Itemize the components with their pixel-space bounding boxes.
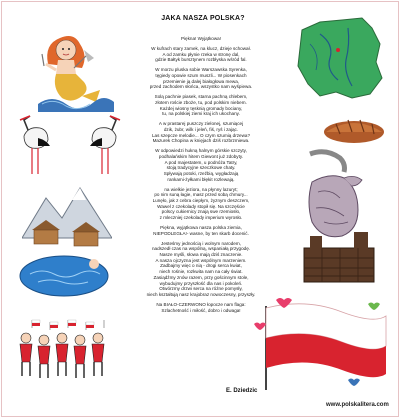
bread-illustration [322,114,386,144]
poem-line: Las szepcze melodie... O czym szumią drzewa? [151,132,251,138]
polish-flag-illustration [246,294,390,394]
poem-stanza [108,67,294,90]
poem-stanza [108,225,294,236]
website-link[interactable]: www.polskalitera.com [326,402,389,408]
poem-line: W morzu pluska sobie Warszawska Syrenka, [155,67,247,73]
poem-line: Każdej wiosny tęsknią gromady bociany, [159,105,243,111]
poem-stanza [108,121,294,144]
poem-line: niech kształtują nasz krajobraz nowoczesny, przyszły. [146,291,256,297]
poem-line: NIEPODLEGŁA!- wasne, by ten skarb docenić. [153,230,249,236]
mermaid-illustration [38,24,114,112]
poem-line: tu, na polskiej ziemi kraj ich ukochany. [162,111,240,117]
poem-line: przed zachodem słońca, wszystko nam wyśpiewa. [149,84,253,90]
poem-line: Jesteśmy jednością i wolnym narodem, [161,240,241,246]
poem-line: rankami-żyłkami błękit rozlewają. [167,176,235,182]
poem-line: gdzie Bałtyk bursztynem rozbłyska wśród fal. [155,57,247,63]
mountain-huts-illustration [22,178,112,250]
poem-line: Nasze myśli, słowa mają dziś znaczenie. [159,252,243,257]
author-signature: E. Dziedzic [226,388,258,394]
poem-stanza [108,46,294,63]
children-with-flags-illustration [14,318,114,382]
poland-map-illustration [290,14,388,102]
poem-line: Otwórzmy drzwi serca na różne pomysły, [159,286,243,292]
poem-line: tęgiedy opowie szum muszli... W piosenkach [155,72,247,78]
poem-stanza [108,36,294,42]
poem-line: Szlachetność i miłość, dobro i odwaga! [161,307,241,313]
poem-line: Zasiądźmy znów razem, przy gościnnym stole, [153,274,249,280]
poem-stanza [108,94,294,117]
poem-line: A w prastarej puszczy zielonej, szumiącej [158,121,244,127]
poem-line: niech rośnie, rozkwita nam na cały świat. [159,269,243,275]
poem-line: polscy cukiernicy znają swe rzemiosło, [161,209,241,215]
poem-line: Na BIAŁO-CZERWONO łopocze nam flaga: [156,301,246,307]
poem-line: Wawel z czekolady stopił się. Na szczęście [157,203,245,209]
poem-line: Lunęło, jak z cebra ciepłym, żyznym deszczem, [152,198,250,203]
poem-line: po nim suną łagie, masz przed sobą chmury... [154,192,248,198]
lake-illustration [18,252,110,300]
poem-line: stoją tradycyjne szeczkowe chaty. [166,165,236,171]
poem-line: podhalańskim hitem Giewont już zdobyty. [158,153,244,159]
poem-line: A od zamku płynie rzeka w stronę dal, [162,51,240,57]
poem-title: JAKA NASZA POLSKA? [161,15,245,22]
storks-illustration [18,110,122,178]
poem-line: nadszedł czas na wspólną, wspaniałą przygodę. [151,246,251,252]
poem-line: na wielkie jeziora, na płynny lazuryt; [164,186,238,192]
poem-line: Piękna, wyjątkowa nasza polska ziemia, [160,225,242,230]
poem-stanza [108,241,294,298]
poem-stanza [108,148,294,182]
poem-line: wybudujmy przyszłość dla nas i pokoleń. [159,280,243,286]
poem-line: Zadbajmy więc o nią - drogi serca kwiat, [160,263,242,269]
poem-line: W odpowiedzi hukną halnym górskie szczyty, [155,148,247,154]
poem-line: dzik, żubr, wilk i jeleń, fiś, ryś i zając. [163,126,239,132]
poem-line: Solą pachnie piasek, starna pachną chlebem, [154,94,248,100]
poem-line: Mazurek Chopina w knięjach dziś rozbrzmiewa. [152,138,250,144]
poem-line: przemienie ją dalej białogłowa mewa, [162,78,240,84]
poem-line: Piękna! Wyjątkowa! [180,36,222,41]
poem-line: A nasza ojczyzna jest wspólnym marzeniem. [155,257,247,263]
chocolate-castle-illustration [300,230,378,286]
poem-stanza [108,187,294,221]
poem-line: Spływają potoki, rzeźbią, wygładzają [163,171,239,176]
poem-line: z mleczniej czekolady imperium wyrosło. [159,215,243,221]
poem-line: W kufrach stary zamek, na klucz, dzieje schował. [151,45,251,51]
poem-body [108,36,294,317]
poem-line: A pod majestatem, u podnóża Tatry, [164,159,238,165]
poem-line: złotem roście zboże, tu, pod polskim niebem. [155,99,247,105]
